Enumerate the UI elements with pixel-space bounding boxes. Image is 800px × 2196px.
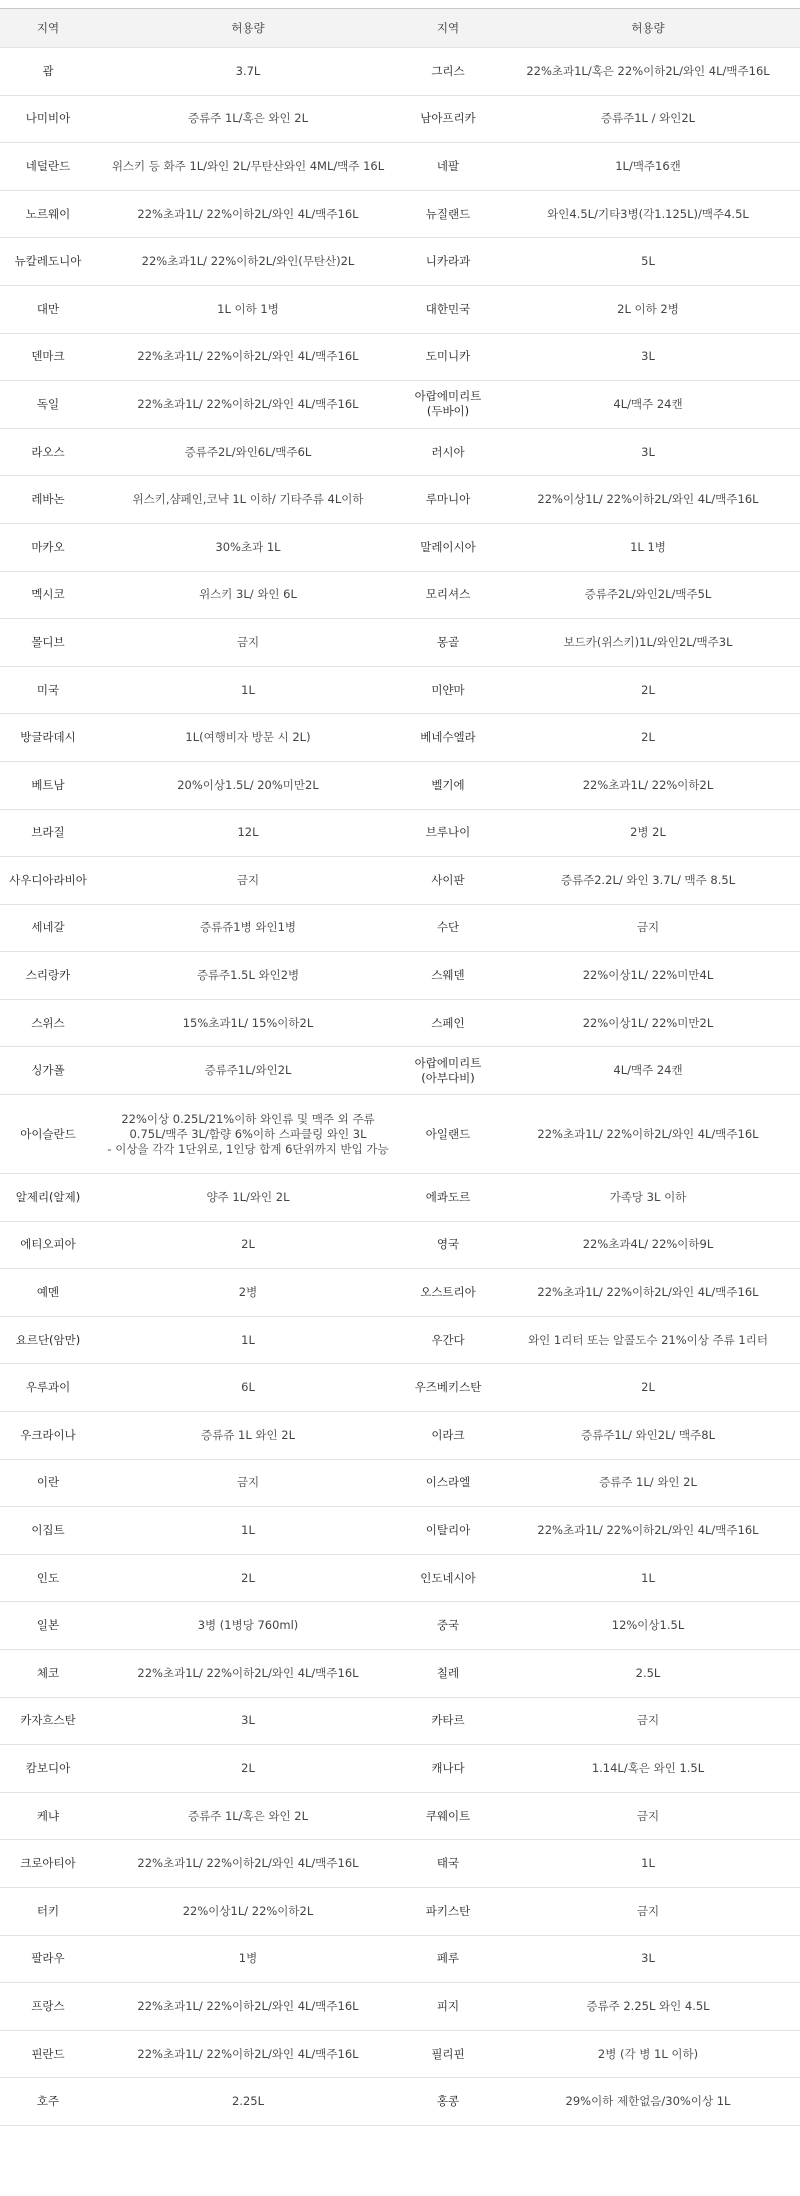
allowance-cell: 금지 <box>496 1697 800 1745</box>
allowance-cell: 12%이상1.5L <box>496 1602 800 1650</box>
table-row <box>0 523 800 571</box>
table-row <box>0 2078 800 2126</box>
country-cell: 남아프리카 <box>400 95 496 143</box>
allowance-cell: 2병 <box>96 1269 400 1317</box>
country-cell: 필리핀 <box>400 2030 496 2078</box>
country-cell: 루마니아 <box>400 476 496 524</box>
allowance-cell: 22%초과4L/ 22%이하9L <box>496 1221 800 1269</box>
country-cell: 네덜란드 <box>0 143 96 191</box>
country-cell: 우루과이 <box>0 1364 96 1412</box>
allowance-cell: 금지 <box>496 1887 800 1935</box>
allowance-cell: 1병 <box>96 1935 400 1983</box>
region-header: 지역 <box>400 9 496 48</box>
country-cell: 사우디아라비아 <box>0 857 96 905</box>
table-row <box>0 285 800 333</box>
country-cell: 페루 <box>400 1935 496 1983</box>
allowance-cell: 와인4.5L/기타3병(각1.125L)/맥주4.5L <box>496 190 800 238</box>
country-cell: 멕시코 <box>0 571 96 619</box>
country-cell: 마카오 <box>0 523 96 571</box>
allowance-cell: 증류쥬 1L 와인 2L <box>96 1412 400 1460</box>
country-cell: 프랑스 <box>0 1983 96 2031</box>
allowance-cell: 1L <box>96 1507 400 1555</box>
allowance-cell: 15%초과1L/ 15%이하2L <box>96 999 400 1047</box>
table-row <box>0 1459 800 1507</box>
country-cell: 팔라우 <box>0 1935 96 1983</box>
country-cell: 수단 <box>400 904 496 952</box>
country-cell: 도미니카 <box>400 333 496 381</box>
country-cell: 호주 <box>0 2078 96 2126</box>
country-cell: 브라질 <box>0 809 96 857</box>
allowance-cell: 22%초과1L/ 22%이하2L/와인 4L/맥주16L <box>96 1840 400 1888</box>
table-row <box>0 571 800 619</box>
allowance-cell: 2L <box>496 1364 800 1412</box>
country-cell: 체코 <box>0 1650 96 1698</box>
allowance-cell: 22%초과1L/ 22%이하2L/와인 4L/맥주16L <box>96 1650 400 1698</box>
country-cell: 캐나다 <box>400 1745 496 1793</box>
allowance-cell: 22%이상1L/ 22%미만4L <box>496 952 800 1000</box>
table-row <box>0 1269 800 1317</box>
allowance-cell: 보드카(위스키)1L/와인2L/맥주3L <box>496 619 800 667</box>
table-row <box>0 48 800 96</box>
allowance-cell: 1L 이하 1병 <box>96 285 400 333</box>
country-cell: 베트남 <box>0 761 96 809</box>
allowance-cell: 와인 1리터 또는 알콜도수 21%이상 주류 1리터 <box>496 1316 800 1364</box>
allowance-cell: 금지 <box>96 857 400 905</box>
country-cell: 우즈베키스탄 <box>400 1364 496 1412</box>
country-cell: 나미비아 <box>0 95 96 143</box>
country-cell: 인도 <box>0 1554 96 1602</box>
country-cell: 몰디브 <box>0 619 96 667</box>
country-cell: 중국 <box>400 1602 496 1650</box>
table-row <box>0 1507 800 1555</box>
allowance-cell: 2L <box>496 714 800 762</box>
allowance-cell: 증류주 1L/혹은 와인 2L <box>96 95 400 143</box>
allowance-cell: 22%이상1L/ 22%미만2L <box>496 999 800 1047</box>
country-cell: 에콰도르 <box>400 1174 496 1222</box>
country-cell: 아이슬란드 <box>0 1095 96 1174</box>
country-cell: 대만 <box>0 285 96 333</box>
country-cell: 괌 <box>0 48 96 96</box>
allowance-cell: 20%이상1.5L/ 20%미만2L <box>96 761 400 809</box>
allowance-cell: 금지 <box>96 619 400 667</box>
allowance-header: 허용량 <box>496 9 800 48</box>
country-cell: 브루나이 <box>400 809 496 857</box>
country-cell: 말레이시아 <box>400 523 496 571</box>
table-row <box>0 714 800 762</box>
country-cell: 이스라엘 <box>400 1459 496 1507</box>
allowance-cell: 3L <box>496 333 800 381</box>
table-row <box>0 1412 800 1460</box>
allowance-cell: 6L <box>96 1364 400 1412</box>
allowance-cell: 3L <box>96 1697 400 1745</box>
table-row <box>0 95 800 143</box>
country-cell: 이집트 <box>0 1507 96 1555</box>
allowance-cell: 22%이상1L/ 22%이하2L <box>96 1887 400 1935</box>
table-row <box>0 1554 800 1602</box>
allowance-cell: 1L <box>96 666 400 714</box>
country-cell: 예멘 <box>0 1269 96 1317</box>
allowance-cell: 22%초과1L/ 22%이하2L/와인 4L/맥주16L <box>96 190 400 238</box>
table-row <box>0 1697 800 1745</box>
allowance-cell: 5L <box>496 238 800 286</box>
allowance-cell: 3병 (1병당 760ml) <box>96 1602 400 1650</box>
table-row <box>0 1887 800 1935</box>
table-row <box>0 1364 800 1412</box>
country-cell: 영국 <box>400 1221 496 1269</box>
allowance-cell: 위스키 3L/ 와인 6L <box>96 571 400 619</box>
allowance-cell: 22%초과1L/ 22%이하2L/와인 4L/맥주16L <box>496 1269 800 1317</box>
allowance-cell: 가족당 3L 이하 <box>496 1174 800 1222</box>
country-cell: 레바논 <box>0 476 96 524</box>
allowance-cell: 금지 <box>496 1792 800 1840</box>
allowance-cell: 2.25L <box>96 2078 400 2126</box>
table-row <box>0 1095 800 1174</box>
country-cell: 사이판 <box>400 857 496 905</box>
country-cell: 인도네시아 <box>400 1554 496 1602</box>
country-cell: 오스트리아 <box>400 1269 496 1317</box>
table-row <box>0 238 800 286</box>
table-header-row <box>0 9 800 48</box>
country-cell: 알제리(알제) <box>0 1174 96 1222</box>
country-cell: 스페인 <box>400 999 496 1047</box>
allowance-cell: 금지 <box>96 1459 400 1507</box>
allowance-cell: 22%초과1L/ 22%이하2L/와인 4L/맥주16L <box>96 333 400 381</box>
allowance-cell: 양주 1L/와인 2L <box>96 1174 400 1222</box>
allowance-cell: 1L/맥주16캔 <box>496 143 800 191</box>
country-cell: 일본 <box>0 1602 96 1650</box>
country-cell: 스리랑카 <box>0 952 96 1000</box>
allowance-cell: 증류주2L/와인2L/맥주5L <box>496 571 800 619</box>
allowance-cell: 증류주1L/와인2L <box>96 1047 400 1095</box>
country-cell: 크로아티아 <box>0 1840 96 1888</box>
country-cell: 터키 <box>0 1887 96 1935</box>
allowance-cell: 1L 1병 <box>496 523 800 571</box>
country-cell: 대한민국 <box>400 285 496 333</box>
allowance-cell: 22%이상 0.25L/21%이하 와인류 및 맥주 외 주류 0.75L/맥주 3L/함량 6%이하 스파클링 와인 3L - 이상을 각각 1단위로, 1인당 합계 6단위까지 반입 가능 <box>96 1095 400 1174</box>
allowance-cell: 2.5L <box>496 1650 800 1698</box>
allowance-cell: 2L <box>96 1554 400 1602</box>
country-cell: 캄보디아 <box>0 1745 96 1793</box>
allowance-cell: 22%초과1L/ 22%이하2L/와인 4L/맥주16L <box>96 2030 400 2078</box>
country-cell: 요르단(암만) <box>0 1316 96 1364</box>
country-cell: 니카라과 <box>400 238 496 286</box>
table-row <box>0 1792 800 1840</box>
table-row <box>0 143 800 191</box>
allowance-cell: 22%초과1L/혹은 22%이하2L/와인 4L/맥주16L <box>496 48 800 96</box>
allowance-cell: 2L <box>96 1745 400 1793</box>
table-row <box>0 999 800 1047</box>
country-cell: 베네수엘라 <box>400 714 496 762</box>
country-cell: 방글라데시 <box>0 714 96 762</box>
table-row <box>0 1316 800 1364</box>
allowance-cell: 22%초과1L/ 22%이하2L/와인 4L/맥주16L <box>96 381 400 429</box>
table-row <box>0 1745 800 1793</box>
allowance-cell: 증류주 1L/ 와인 2L <box>496 1459 800 1507</box>
allowance-cell: 1.14L/혹은 와인 1.5L <box>496 1745 800 1793</box>
allowance-cell: 3L <box>496 1935 800 1983</box>
country-cell: 라오스 <box>0 428 96 476</box>
country-cell: 독일 <box>0 381 96 429</box>
country-cell: 세네갈 <box>0 904 96 952</box>
allowance-cell: 증류쥬1병 와인1병 <box>96 904 400 952</box>
table-row <box>0 952 800 1000</box>
region-header: 지역 <box>0 9 96 48</box>
table-row <box>0 2030 800 2078</box>
country-cell: 덴마크 <box>0 333 96 381</box>
country-cell: 싱가폴 <box>0 1047 96 1095</box>
country-cell: 뉴칼레도니아 <box>0 238 96 286</box>
table-row <box>0 1983 800 2031</box>
table-row <box>0 809 800 857</box>
allowance-cell: 증류주1L / 와인2L <box>496 95 800 143</box>
country-cell: 우크라이나 <box>0 1412 96 1460</box>
country-cell: 홍콩 <box>400 2078 496 2126</box>
allowance-cell: 금지 <box>496 904 800 952</box>
allowance-cell: 위스키,샴페인,코냑 1L 이하/ 기타주류 4L이하 <box>96 476 400 524</box>
country-cell: 스위스 <box>0 999 96 1047</box>
table-row <box>0 904 800 952</box>
country-cell: 피지 <box>400 1983 496 2031</box>
country-cell: 미얀마 <box>400 666 496 714</box>
table-row <box>0 381 800 429</box>
country-cell: 뉴질랜드 <box>400 190 496 238</box>
allowance-cell: 2L 이하 2병 <box>496 285 800 333</box>
country-cell: 카자흐스탄 <box>0 1697 96 1745</box>
allowance-cell: 증류주1.5L 와인2병 <box>96 952 400 1000</box>
allowance-cell: 22%초과1L/ 22%이하2L/와인 4L/맥주16L <box>96 1983 400 2031</box>
country-cell: 파키스탄 <box>400 1887 496 1935</box>
table-row <box>0 190 800 238</box>
table-row <box>0 1602 800 1650</box>
country-cell: 모리셔스 <box>400 571 496 619</box>
country-cell: 아일랜드 <box>400 1095 496 1174</box>
country-cell: 이라크 <box>400 1412 496 1460</box>
country-cell: 핀란드 <box>0 2030 96 2078</box>
country-cell: 아랍에미리트 (두바이) <box>400 381 496 429</box>
table-row <box>0 428 800 476</box>
country-cell: 우간다 <box>400 1316 496 1364</box>
allowance-cell: 2L <box>496 666 800 714</box>
allowance-cell: 30%초과 1L <box>96 523 400 571</box>
country-cell: 칠레 <box>400 1650 496 1698</box>
country-cell: 이란 <box>0 1459 96 1507</box>
table-row <box>0 857 800 905</box>
table-row <box>0 1047 800 1095</box>
alcohol-allowance-table <box>0 8 800 2126</box>
table-row <box>0 1935 800 1983</box>
country-cell: 아랍에미리트 (아부다비) <box>400 1047 496 1095</box>
country-cell: 태국 <box>400 1840 496 1888</box>
allowance-cell: 2병 (각 병 1L 이하) <box>496 2030 800 2078</box>
allowance-cell: 증류주1L/ 와인2L/ 맥주8L <box>496 1412 800 1460</box>
table-row <box>0 1221 800 1269</box>
allowance-cell: 2L <box>96 1221 400 1269</box>
allowance-cell: 1L <box>496 1840 800 1888</box>
allowance-cell: 22%초과1L/ 22%이하2L/와인 4L/맥주16L <box>496 1507 800 1555</box>
allowance-cell: 3.7L <box>96 48 400 96</box>
allowance-cell: 증류주2.2L/ 와인 3.7L/ 맥주 8.5L <box>496 857 800 905</box>
allowance-cell: 12L <box>96 809 400 857</box>
table-row <box>0 666 800 714</box>
country-cell: 몽골 <box>400 619 496 667</box>
allowance-cell: 1L(여행비자 방문 시 2L) <box>96 714 400 762</box>
country-cell: 그리스 <box>400 48 496 96</box>
allowance-cell: 위스키 등 화주 1L/와인 2L/무탄산와인 4ML/맥주 16L <box>96 143 400 191</box>
country-cell: 스웨덴 <box>400 952 496 1000</box>
allowance-cell: 3L <box>496 428 800 476</box>
allowance-cell: 29%이하 제한없음/30%이상 1L <box>496 2078 800 2126</box>
country-cell: 미국 <box>0 666 96 714</box>
allowance-cell: 증류주2L/와인6L/맥주6L <box>96 428 400 476</box>
allowance-cell: 22%초과1L/ 22%이하2L <box>496 761 800 809</box>
country-cell: 케냐 <box>0 1792 96 1840</box>
country-cell: 노르웨이 <box>0 190 96 238</box>
allowance-cell: 증류주 2.25L 와인 4.5L <box>496 1983 800 2031</box>
table-row <box>0 476 800 524</box>
country-cell: 쿠웨이트 <box>400 1792 496 1840</box>
table-row <box>0 619 800 667</box>
allowance-cell: 4L/맥주 24캔 <box>496 1047 800 1095</box>
allowance-cell: 1L <box>496 1554 800 1602</box>
country-cell: 이탈리아 <box>400 1507 496 1555</box>
country-cell: 에티오피아 <box>0 1221 96 1269</box>
country-cell: 네팔 <box>400 143 496 191</box>
table-row <box>0 761 800 809</box>
table-row <box>0 333 800 381</box>
country-cell: 카타르 <box>400 1697 496 1745</box>
allowance-cell: 22%초과1L/ 22%이하2L/와인(무탄산)2L <box>96 238 400 286</box>
country-cell: 러시아 <box>400 428 496 476</box>
table-row <box>0 1840 800 1888</box>
country-cell: 벨기에 <box>400 761 496 809</box>
allowance-cell: 1L <box>96 1316 400 1364</box>
allowance-cell: 2병 2L <box>496 809 800 857</box>
table-body <box>0 48 800 2126</box>
allowance-cell: 증류주 1L/혹은 와인 2L <box>96 1792 400 1840</box>
allowance-cell: 4L/맥주 24캔 <box>496 381 800 429</box>
allowance-header: 허용량 <box>96 9 400 48</box>
allowance-cell: 22%이상1L/ 22%이하2L/와인 4L/맥주16L <box>496 476 800 524</box>
table-row <box>0 1650 800 1698</box>
allowance-cell: 22%초과1L/ 22%이하2L/와인 4L/맥주16L <box>496 1095 800 1174</box>
table-row <box>0 1174 800 1222</box>
